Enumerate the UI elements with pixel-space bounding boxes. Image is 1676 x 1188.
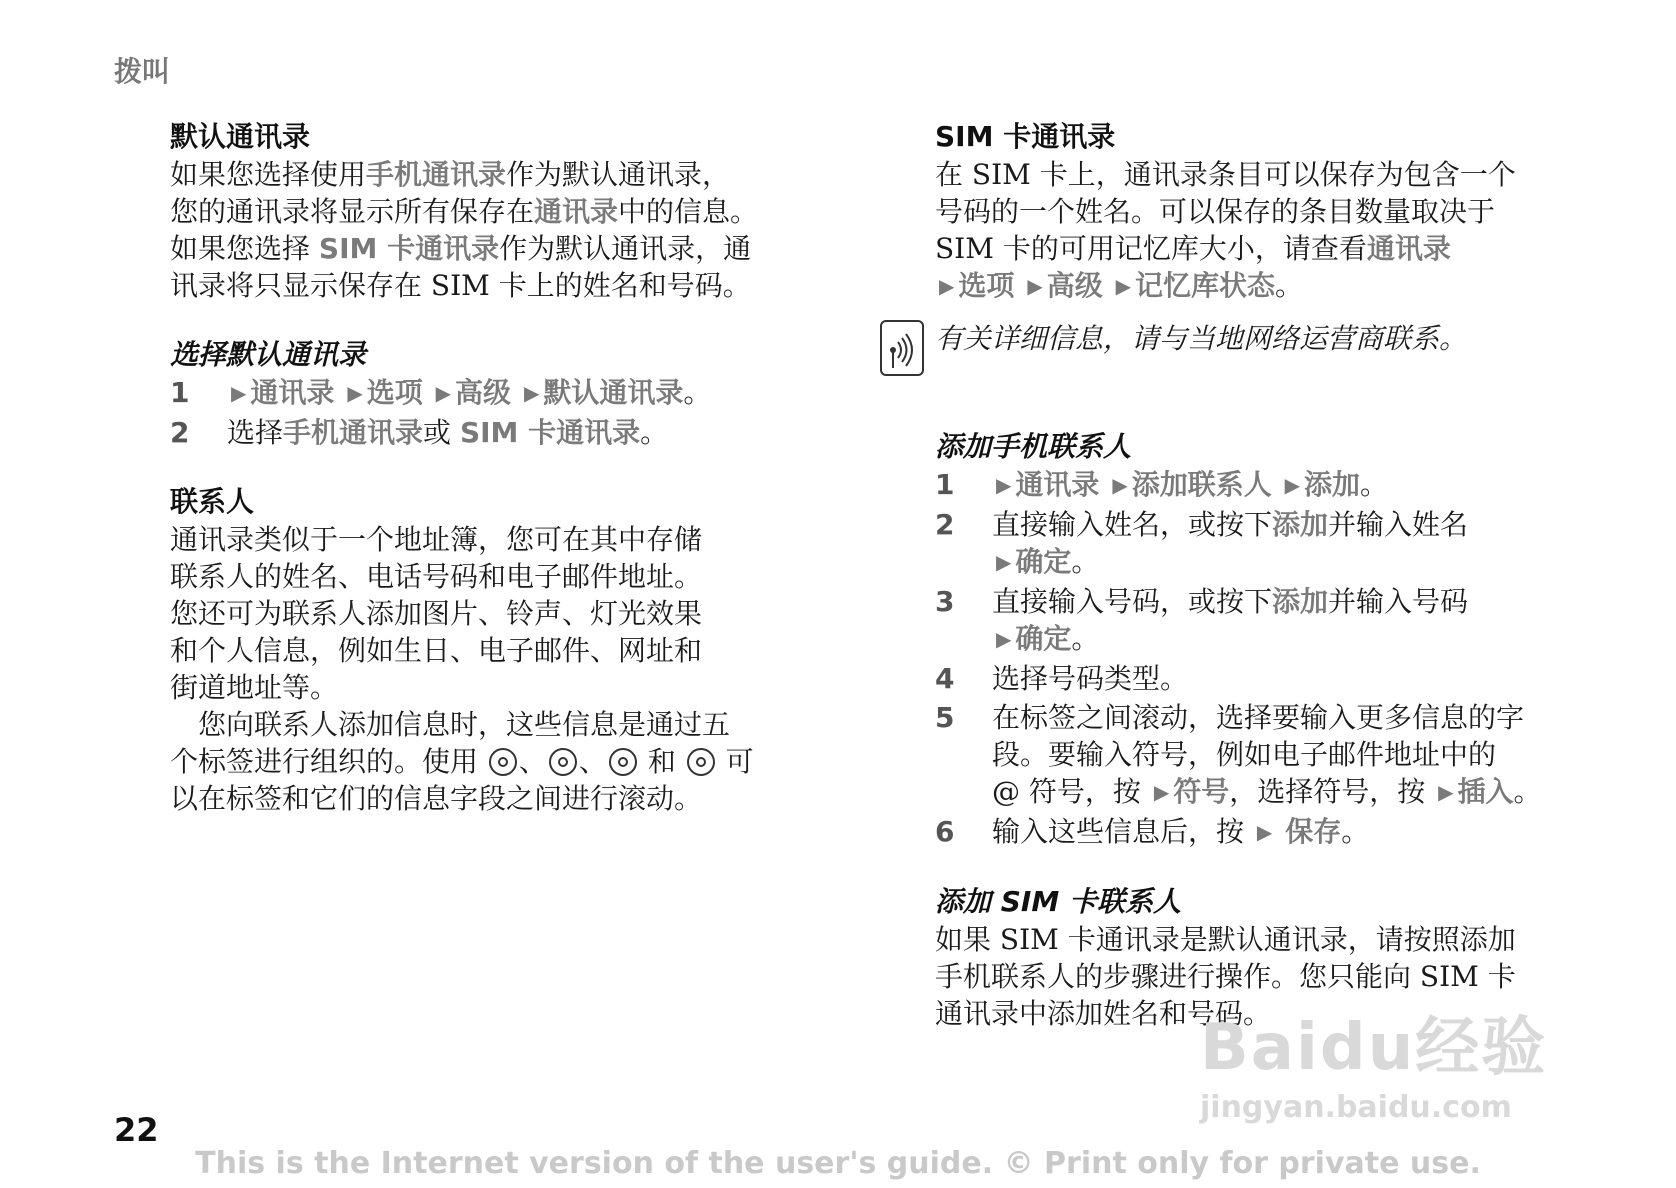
select-default-steps (170, 374, 850, 451)
text: 。 (1360, 468, 1389, 501)
sim-contacts-term: SIM 卡通讯录 (459, 416, 641, 449)
text: 。 (1341, 815, 1370, 848)
section-header: 拨叫 (114, 55, 171, 88)
step-number: 2 (935, 508, 955, 541)
arrow-right-icon: ▶ (1438, 780, 1454, 804)
text: 您向联系人添加信息时，这些信息是通过五 (170, 708, 731, 741)
menu-advanced: 高级 (455, 376, 512, 409)
text: 在 SIM 卡上，通讯录条目可以保存为包含一个 (935, 158, 1516, 191)
text: 和个人信息，例如生日、电子邮件、网址和 (170, 634, 703, 667)
text: 或 (423, 416, 460, 449)
text: 讯录将只显示保存在 SIM 卡上的姓名和号码。 (170, 269, 751, 302)
text: 您还可为联系人添加图片、铃声、灯光效果 (170, 597, 703, 630)
text: 并输入姓名 (1328, 508, 1469, 541)
contacts-term: 通讯录 (1366, 232, 1451, 265)
text: 联系人的姓名、电话号码和电子邮件地址。 (170, 560, 703, 593)
footer-notice: This is the Internet version of the user's guide. © Print only for private use. (195, 1146, 1481, 1181)
step-number: 3 (935, 585, 955, 618)
text: 在标签之间滚动，选择要输入更多信息的字 (992, 701, 1525, 734)
text: 段。要输入符号，例如电子邮件地址中的 (992, 738, 1497, 771)
ok-term: 确定 (1015, 622, 1072, 655)
navigation-up-icon (609, 748, 637, 776)
step-6 (935, 813, 1615, 851)
add-phone-steps (935, 466, 1615, 851)
sim-contacts-paragraph (935, 156, 1615, 305)
text: 号码的一个姓名。可以保存的条目数量取决于 (935, 195, 1496, 228)
contacts-title: 联系人 (170, 485, 255, 518)
ok-term: 确定 (1015, 545, 1072, 578)
text: 、 (518, 745, 547, 778)
step-number: 1 (935, 468, 955, 501)
text: 街道地址等。 (170, 671, 339, 704)
arrow-right-icon: ▶ (1112, 473, 1128, 497)
arrow-right-icon: ▶ (523, 381, 540, 405)
add-term: 添加 (1272, 585, 1329, 618)
select-default-title: 选择默认通讯录 (170, 338, 367, 371)
text: ，选择符号，按 (1229, 775, 1435, 808)
text: 直接输入姓名，或按下 (992, 508, 1273, 541)
step-2 (935, 506, 1615, 581)
menu-advanced: 高级 (1046, 269, 1103, 302)
text: 个标签进行组织的。使用 (170, 745, 487, 778)
phone-contacts-term: 手机通讯录 (366, 158, 507, 191)
step-5 (935, 699, 1615, 811)
text: 输入这些信息后，按 (992, 815, 1253, 848)
text: 和 (638, 745, 685, 778)
arrow-right-icon: ▶ (996, 627, 1012, 651)
right-column-lower (935, 428, 1615, 1032)
text: @ 符号，按 (992, 775, 1150, 808)
text: 选择号码类型。 (992, 662, 1189, 695)
text: 直接输入号码，或按下 (992, 585, 1273, 618)
default-contacts-title: 默认通讯录 (170, 120, 311, 153)
text: 。 (1513, 775, 1542, 808)
save-term: 保存 (1285, 815, 1342, 848)
text: 如果您选择使用 (170, 158, 367, 191)
step-number: 4 (935, 662, 955, 695)
text: 并输入号码 (1328, 585, 1469, 618)
baidu-watermark (1200, 996, 1547, 1125)
menu-memory-status: 记忆库状态 (1135, 269, 1276, 302)
add-sim-contact-title: 添加 SIM 卡联系人 (935, 885, 1181, 918)
step-number: 2 (170, 416, 190, 449)
add-term: 添加 (1272, 508, 1329, 541)
arrow-right-icon: ▶ (996, 473, 1012, 497)
text: 通讯录类似于一个地址簿，您可在其中存储 (170, 523, 703, 556)
text: 。 (683, 376, 712, 409)
text: SIM 卡的可用记忆库大小，请查看 (935, 232, 1367, 265)
arrow-right-icon: ▶ (347, 381, 363, 405)
menu-add: 添加 (1304, 468, 1361, 501)
step-4 (935, 660, 1615, 697)
step-number: 1 (170, 376, 190, 409)
text: 手机联系人的步骤进行操作。您只能向 SIM 卡 (935, 960, 1516, 993)
text: 。 (1071, 545, 1100, 578)
default-contacts-paragraph (170, 156, 850, 304)
step-number: 5 (935, 701, 955, 734)
text: 中的信息。 (618, 195, 759, 228)
navigation-right-icon (549, 748, 577, 776)
text: 作为默认通讯录，通 (499, 232, 752, 265)
arrow-right-icon: ▶ (1256, 820, 1273, 844)
contacts-paragraph-1 (170, 521, 850, 706)
navigation-left-icon (489, 748, 517, 776)
arrow-right-icon: ▶ (1153, 780, 1170, 804)
sim-contacts-term: SIM 卡通讯录 (318, 232, 500, 265)
arrow-right-icon: ▶ (231, 381, 247, 405)
text: 。 (1071, 622, 1100, 655)
left-column (170, 118, 850, 817)
menu-default-contacts: 默认通讯录 (543, 376, 684, 409)
arrow-right-icon: ▶ (1027, 274, 1043, 298)
sim-contacts-title: SIM 卡通讯录 (935, 120, 1116, 153)
step-1 (935, 466, 1615, 504)
arrow-right-icon: ▶ (1115, 274, 1132, 298)
menu-add-contact: 添加联系人 (1131, 468, 1272, 501)
text: 选择 (227, 416, 284, 449)
menu-contacts: 通讯录 (1015, 468, 1100, 501)
insert-term: 插入 (1457, 775, 1514, 808)
text: 以在标签和它们的信息字段之间进行滚动。 (170, 782, 703, 815)
text: 。 (640, 416, 669, 449)
menu-options: 选项 (366, 376, 423, 409)
text: 。 (1275, 269, 1304, 302)
step-2 (170, 414, 850, 451)
note-text: 有关详细信息，请与当地网络运营商联系。 (935, 322, 1468, 355)
arrow-right-icon: ▶ (435, 381, 452, 405)
menu-options: 选项 (958, 269, 1015, 302)
navigation-down-icon (687, 748, 715, 776)
contacts-paragraph-2 (170, 706, 850, 817)
text: 如果您选择 (170, 232, 319, 265)
arrow-right-icon: ▶ (1284, 473, 1301, 497)
text: 作为默认通讯录， (506, 158, 731, 191)
network-info-icon (880, 320, 924, 376)
step-1 (170, 374, 850, 412)
arrow-right-icon: ▶ (939, 274, 955, 298)
add-phone-contact-title: 添加手机联系人 (935, 430, 1132, 463)
contacts-term: 通讯录 (534, 195, 619, 228)
step-number: 6 (935, 815, 955, 848)
watermark-url: jingyan.baidu.com (1200, 1090, 1512, 1125)
page-number: 22 (114, 1111, 159, 1149)
symbol-term: 符号 (1173, 775, 1230, 808)
menu-contacts: 通讯录 (250, 376, 335, 409)
right-column (935, 118, 1615, 305)
text: 如果 SIM 卡通讯录是默认通讯录，请按照添加 (935, 923, 1516, 956)
watermark-logo: Baidu经验 (1200, 1011, 1548, 1085)
phone-contacts-term: 手机通讯录 (283, 416, 424, 449)
step-3 (935, 583, 1615, 658)
text: 可 (716, 745, 754, 778)
text: 、 (578, 745, 607, 778)
text: 通讯录中添加姓名和号码。 (935, 997, 1272, 1030)
text: 您的通讯录将显示所有保存在 (170, 195, 535, 228)
arrow-right-icon: ▶ (996, 550, 1012, 574)
